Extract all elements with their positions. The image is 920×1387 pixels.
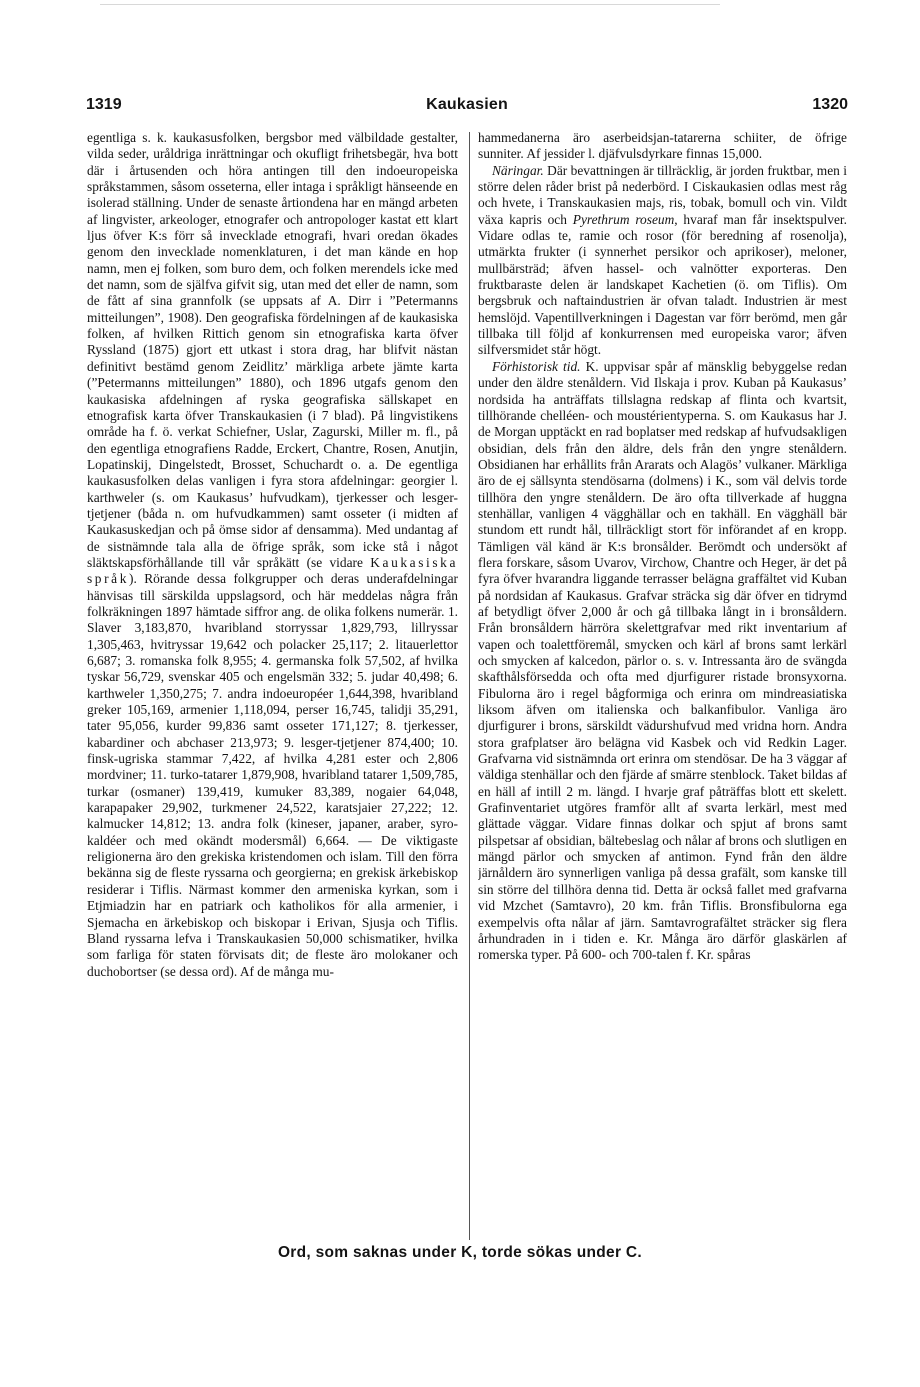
naringar-text-a: Där bevattningen är tillräcklig, är jorden fruktbar, men i större delen råder brist på nederbörd. I Ciskaukasien odlas mest råg och hvete, i Transkaukasien majs, ris, tobak, bomull och vin. Vildt växa kapris och [478, 162, 847, 227]
page-header [86, 96, 848, 120]
left-paragraph-text: egentliga s. k. kaukasusfolken, bergsbor med välbildade gestalter, vilda seder, uråldriga inrättningar och okufligt frihetsbegär, hva bott där i årtusenden och höra antingen till den indoeuropeiska språkstammen, såsom osseterna, eller intaga i språkligt hänseende en isolerad ställning. Under de senaste årtiondena har en mängd arbeten af lingvister, arkeologer, etnografer och antropologer kastat ett klart ljus öfver K:s förr så invecklade etnografi, hvari oredan ökades genom den invecklade nomenklaturen, i det man kände en hop namn, men ej folken, som buro dem, och folken merendels icke med det namn, som de själfva gifvit sig, utan med det eller de namn, som de fått af sina grannfolk (se uppsats af A. Dirr i ”Petermanns mitteilungen”, 1908). Den geografiska fördelningen af de kaukasiska folken, af hvilken Rittich genom sin etnografiska karta öfver Ryssland (1875) gjort ett utkast i stora drag, har blifvit nästan definitivt bestämd genom Zeidlitz’ märkliga arbete jämte karta (”Petermanns mitteilungen” 1880), och 1896 utgafs genom den kaukasiska afdelningen af ryska geografiska sällskapet en etnografisk karta öfver Transkaukasien (i 7 blad). På lingvistikens område ha f. ö. verkat Schiefner, Uslar, Zagurski, Miller m. fl., på den egentliga etnografiens Radde, Erckert, Chantre, Rosen, Anutjin, Lopatinskij, Dingelstedt, Brosset, Schuchardt o. a. De egentliga kaukasusfolken delas vanligen i fyra stora afdelningar: georgier l. karthweler (s. om Kaukasus’ hufvudkam), tjerkesser och lesger-tjetjener (båda n. om hufvudkammen) samt osseter (i midten af Kaukasuskedjan och på ömse sidor af densamma). Med undantag af de sistnämnde tala alla de öfrige språk, som icke stå i något släktskapsförhållande till vår språkätt (se vidare [87, 130, 458, 570]
left-column [87, 130, 458, 1238]
footer-note: Ord, som saknas under K, torde sökas under C. [277, 1244, 643, 1261]
section-head-naringar: Näringar. [492, 162, 544, 178]
scan-edge-line [100, 4, 720, 5]
naringar-text-b: , hvaraf man får insektspulver. Vidare odlas te, ramie och rosor (för beredning af rosenolja), utmärkta frukter (i synnerhet persikor och aprikoser), meloner, mullbärsträd; äfven hassel- och valnötter exporteras. Den fruktbaraste delen är landskapet Kachetien (ö. om Tiflis). Om bergsbruk och naftaindustrien är ofvan taladt. Industrien är mest hemslöjd. Vapentillverkningen i Dagestan var förr berömd, men går tillbaka till följd af konkurrensen med europeiska varor; äfven silfversmidet står högt. [478, 211, 847, 358]
right-paragraph-religion: hammedanerna äro aserbeidsjan-tatarerna schiiter, de öfrige sunniter. Af jessider l. djäfvulsdyrkare finnas 15,000. [478, 130, 847, 162]
running-head-title: Kaukasien [426, 96, 508, 113]
right-paragraph-naringar [478, 163, 847, 359]
cross-reference-spaced: Kaukasiska språk [87, 554, 458, 587]
prehistory-text: K. uppvisar spår af mänsklig bebyggelse redan under den äldre stenåldern. Vid Ilskaja i prov. Kuban på Kaukasus’ nordsida ha anträffats tillslagna redskap af flinta och kvartsit, tillhörande chelléen- och moustérientyperna. S. om Kaukasus har J. de Morgan upptäckt en rad boplatser med redskap af hufvudsakligen obsidian, dels från den äldre, dels från den yngre stenåldern. Obsidianen har erhållits från Ararats och Alagös’ vulkaner. Märkliga äro de ej sällsynta stendösarna (dolmens) i K., som väl delvis torde tillhöra den yngre stenåldern. De äro ofta tillverkade af huggna stenhällar, vanligen 4 vägghällar och en takhäll. En vägghäll bär stundom ett rundt hål, tillräckligt stort för införandet af en kropp. Tämligen väl känd är K:s bronsålder. Berömdt och undersökt af flera forskare, såsom Uvarov, Virchow, Chantre och Heger, är det på fyra öfver hvarandra liggande terrasser belägna graffältet vid Kuban på nordsidan af Kaukasus. Grafvar sträcka sig där öfver en tidrymd af betydligt öfver 2,000 år och gå tillbaka långt in i bronsåldern. Från bronsåldern härröra skelettgrafvar med rikt inventarium af vapen och toalettföremål, smycken och kärl af brons samt lerkärl och smycken af kalcedon, pärlor o. s. v. Intressanta äro de svängda skafthålsförsedda och ofta med djurfigurer ristade bronsyxorna. Fibulorna äro i regel bågformiga och erinra om mindreasiatiska liksom äfven om italienska och balkanfibulor. Vanliga äro djurfigurer i brons, särskildt vädurshufvud med vridna horn. Andra stora grafplatser äro belägna vid Kasbek och vid Redkin Lager. Grafvarna vid sistnämnda ort erinra om stendösar. De ha 3 väggar af väldiga stenhällar och den fjärde af smärre stenblock. Taket bildas af en häll af intill 2 m. längd. I hvarje graf påträffas blott ett skelett. Grafinventariet utgöres framför allt af svarta lerkärl, mest med glättade väggar. Vidare finnas dolkar och spjut af brons samt pilspetsar af obsidian, bältebeslag och nålar af brons och slutligen en mängd pärlor och smycken af antimon. Fynd från den äldre järnåldern äro synnerligen vanliga på dessa grafält, som kanske till sin större del tillhöra denna tid. Detta är också fallet med grafvarna vid Mzchet (Samtavro), 20 km. från Tiflis. Bronsfibulorna ega exempelvis ofta nålar af järn. Samtavrografältet sträcker sig flera århundraden in i tiden e. Kr. Många äro därför glaskärlen af romerska typer. På 600- och 700-talen f. Kr. spåras [478, 358, 847, 963]
species-name: Pyrethrum roseum [572, 211, 675, 227]
left-paragraph [87, 130, 458, 980]
column-divider [469, 132, 470, 1240]
section-head-prehistory: Förhistorisk tid. [492, 358, 581, 374]
left-paragraph-tail: ). Rörande dessa folkgrupper och deras underafdelningar hänvisas till särskilda uppslagsord, och här meddelas några från folkräkningen 1897 hämtade siffror ang. de olika folkens numerär. 1. Slaver 3,183,870, hvaribland storryssar 1,829,793, lillryssar 1,305,463, hvitryssar 19,642 och polacker 25,117; 2. litauerlettor 6,687; 3. romanska folk 8,955; 4. germanska folk 57,502, af hvilka tyskar 56,729, svenskar 405 och engelsmän 332; 5. judar 40,498; 6. karthweler 1,350,275; 7. andra indoeuropéer 1,644,398, hvaribland greker 105,169, armenier 1,118,094, perser 16,745, talidji 35,291, tater 95,056, kurder 99,836 samt osseter 171,127; 8. tjerkesser, kabardiner och abchaser 213,973; 9. lesger-tjetjener 874,400; 10. finsk-ugriska stammar 7,422, af hvilka 4,281 ester och 2,806 mordviner; 11. turko-tatarer 1,879,908, hvaribland tatarer 1,509,785, turkar (osmaner) 139,419, kumuker 83,389, nogaier 64,048, karapapaker 29,902, turkmener 24,522, karatsjaier 27,222; 12. kalmucker 14,812; 13. andra folk (kineser, japaner, araber, syro-kaldéer och med okändt modersmål) 6,664. — De viktigaste religionerna äro den grekiska kristendomen och islam. Till den förra bekänna sig de fleste ryssarna och georgierna; en grekisk ärkebiskop residerar i Tiflis. Närmast kommer den armeniska kyrkan, som i Etjmiadzin har en patriark och katholikos för alla armenier, i Sjemacha en ärkebiskop och biskopar i Erivan, Sjusja och Tiflis. Bland ryssarna lefva i Transkaukasien 50,000 schismatiker, hvilka som farliga för staten förvisats dit; de fleste äro molokaner och duchobortser (se dessa ord). Af de många mu- [87, 571, 458, 979]
page-number-left: 1319 [86, 96, 122, 113]
right-paragraph-prehistory [478, 359, 847, 964]
page-number-right: 1320 [812, 96, 848, 113]
right-column [478, 130, 847, 1238]
